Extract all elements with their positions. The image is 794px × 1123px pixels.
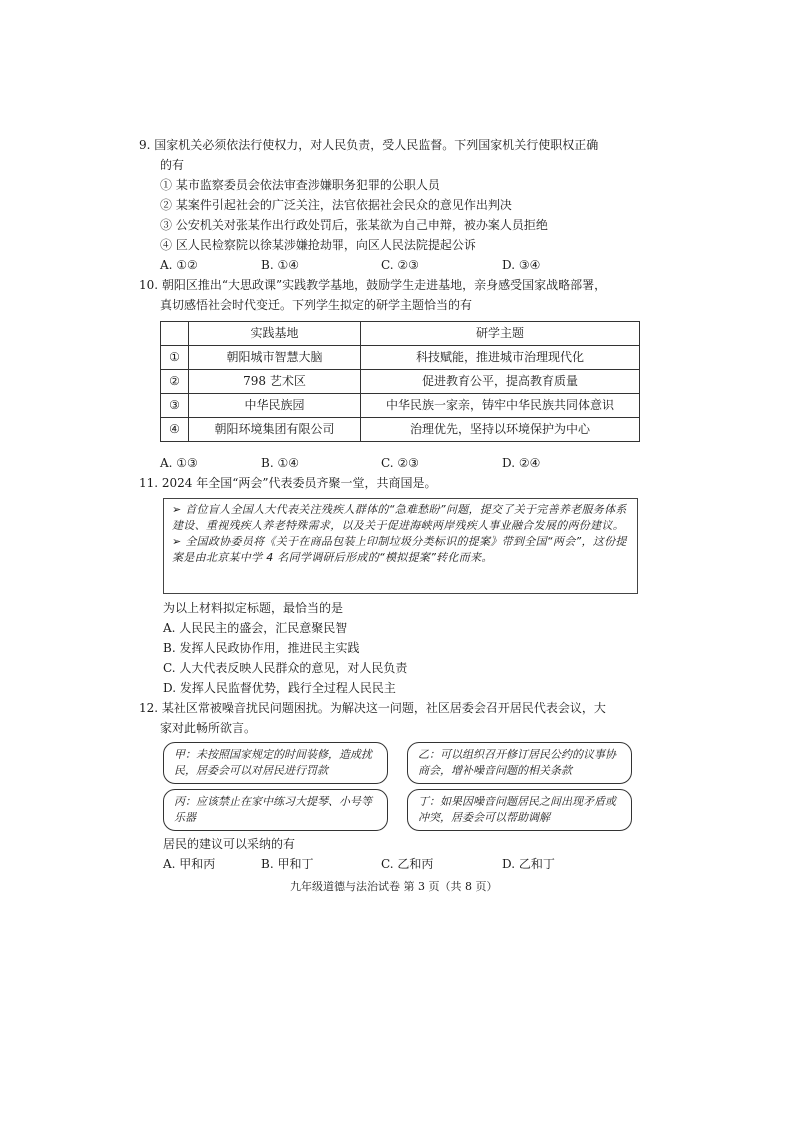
q12-stem-line2: 家对此畅所欲言。	[160, 721, 257, 735]
q9-option-b: B. ①④	[261, 258, 299, 272]
q11-option-b: B. 发挥人民政协作用，推进民主实践	[163, 641, 360, 655]
q9-option-a: A. ①②	[160, 258, 198, 272]
q11-question: 为以上材料拟定标题，最恰当的是	[163, 601, 344, 615]
q9-option-d: D. ③④	[502, 258, 541, 272]
q10-option-d: D. ②④	[502, 456, 541, 470]
q9-option-c: C. ②③	[381, 258, 419, 272]
q10-table	[160, 321, 640, 442]
q12-bubble-ding: 丁：如果因噪音问题居民之间出现矛盾或冲突，居委会可以帮助调解	[407, 789, 632, 831]
q10-option-a: A. ①③	[160, 456, 198, 470]
q12-bubble-jia: 甲：未按照国家规定的时间装修，造成扰民，居委会可以对居民进行罚款	[163, 742, 388, 784]
q9-item-4: ④ 区人民检察院以徐某涉嫌抢劫罪，向区人民法院提起公诉	[160, 238, 476, 252]
q9-item-2: ② 某案件引起社会的广泛关注，法官依据社会民众的意见作出判决	[160, 198, 512, 212]
page-footer: 九年级道德与法治试卷 第 3 页（共 8 页）	[290, 880, 498, 893]
q12-question: 居民的建议可以采纳的有	[163, 837, 296, 851]
table-cell: ②	[161, 370, 189, 394]
q12-stem-line1: 12. 某社区常被噪音扰民问题困扰。为解决这一问题，社区居委会召开居民代表会议，大	[139, 701, 606, 715]
q9-stem-line1: 9. 国家机关必须依法行使权力，对人民负责，受人民监督。下列国家机关行使职权正确	[139, 138, 599, 152]
q9-item-3: ③ 公安机关对张某作出行政处罚后，张某欲为自己申辩，被办案人员拒绝	[160, 218, 548, 232]
table-cell: 中华民族一家亲，铸牢中华民族共同体意识	[361, 394, 640, 418]
q11-material-2: ➢ 全国政协委员将《关于在商品包装上印制垃圾分类标识的提案》带到全国“两会”，这份提案是由北京某中学 4 名同学调研后形成的“模拟提案”转化而来。	[172, 535, 627, 564]
q11-option-a: A. 人民民主的盛会，汇民意聚民智	[163, 621, 348, 635]
table-header-cell: 研学主题	[361, 322, 640, 346]
table-cell: ③	[161, 394, 189, 418]
q9-stem-line2: 的有	[160, 158, 185, 172]
q12-bubble-yi: 乙：可以组织召开修订居民公约的议事协商会，增补噪音问题的相关条款	[407, 742, 632, 784]
table-cell: 朝阳城市智慧大脑	[189, 346, 361, 370]
table-row	[161, 346, 640, 370]
table-row	[161, 394, 640, 418]
table-header-cell	[161, 322, 189, 346]
table-row	[161, 370, 640, 394]
table-cell: 朝阳环境集团有限公司	[189, 418, 361, 442]
q10-option-b: B. ①④	[261, 456, 299, 470]
q11-option-d: D. 发挥人民监督优势，践行全过程人民民主	[163, 681, 396, 695]
table-cell: 798 艺术区	[189, 370, 361, 394]
q12-bubble-bing: 丙：应该禁止在家中练习大提琴、小号等乐器	[163, 789, 388, 831]
table-cell: 治理优先，坚持以环境保护为中心	[361, 418, 640, 442]
q12-option-c: C. 乙和丙	[381, 857, 434, 871]
table-cell: ④	[161, 418, 189, 442]
q12-option-b: B. 甲和丁	[261, 857, 314, 871]
table-cell: 科技赋能，推进城市治理现代化	[361, 346, 640, 370]
q11-material-1: ➢ 首位盲人全国人大代表关注残疾人群体的“急难愁盼”问题，提交了关于完善养老服务体系建设、重视残疾人养老特殊需求，以及关于促进海峡两岸残疾人事业融合发展的两份建议。	[172, 503, 627, 532]
q12-option-a: A. 甲和丙	[163, 857, 216, 871]
q9-item-1: ① 某市监察委员会依法审查涉嫌职务犯罪的公职人员	[160, 178, 440, 192]
table-cell: 中华民族园	[189, 394, 361, 418]
table-header-cell: 实践基地	[189, 322, 361, 346]
q10-stem-line2: 真切感悟社会时代变迁。下列学生拟定的研学主题恰当的有	[160, 298, 473, 312]
table-cell: ①	[161, 346, 189, 370]
table-row	[161, 418, 640, 442]
q11-option-c: C. 人大代表反映人民群众的意见，对人民负责	[163, 661, 408, 675]
table-cell: 促进教育公平，提高教育质量	[361, 370, 640, 394]
table-header-row	[161, 322, 640, 346]
q10-option-c: C. ②③	[381, 456, 419, 470]
q10-stem-line1: 10. 朝阳区推出“大思政课”实践教学基地，鼓励学生走进基地，亲身感受国家战略部署，	[139, 278, 607, 292]
q12-option-d: D. 乙和丁	[502, 857, 555, 871]
q11-material-box	[163, 498, 638, 594]
q11-stem: 11. 2024 年全国“两会”代表委员齐聚一堂，共商国是。	[139, 476, 437, 490]
